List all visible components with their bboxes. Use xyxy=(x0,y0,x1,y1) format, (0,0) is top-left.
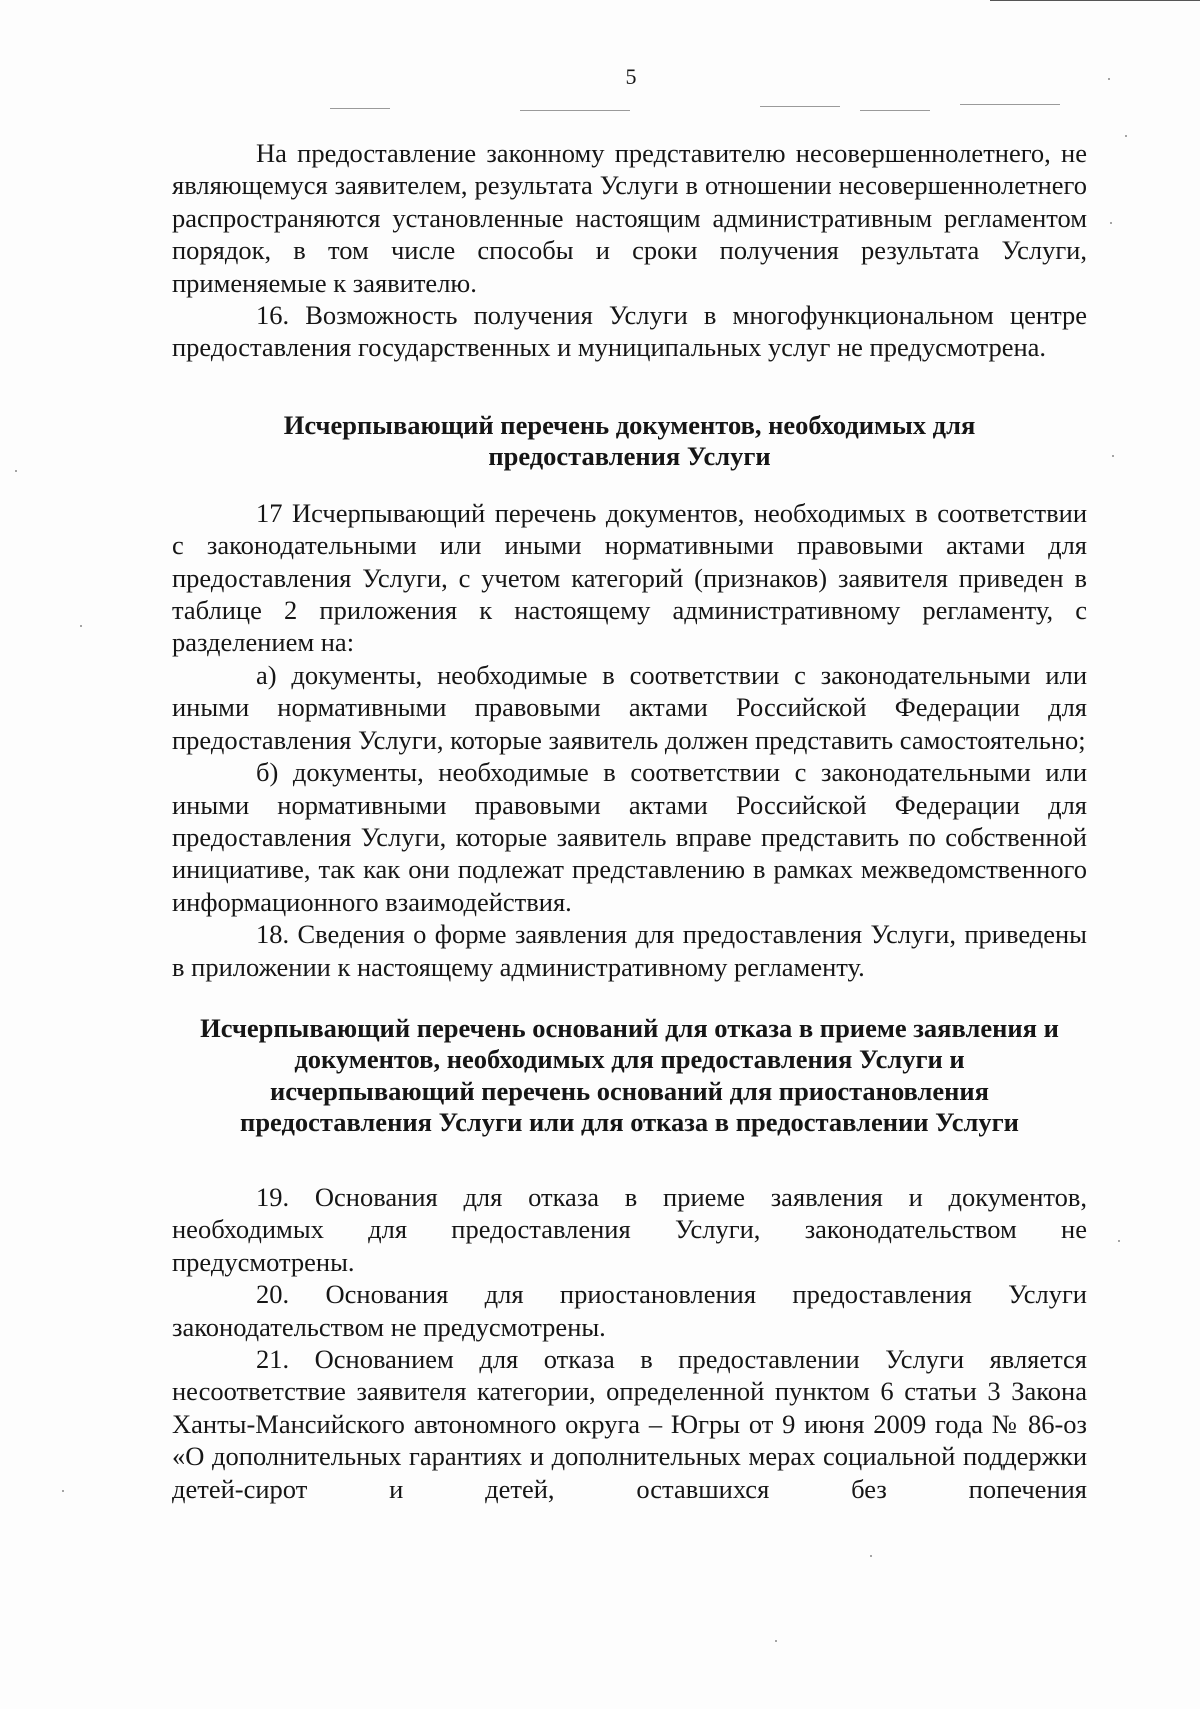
scan-speck xyxy=(1110,222,1112,224)
paragraph-17b: б) документы, необходимые в соответствии с законодательными или иными нормативными правовыми актами Российской Федерации для предоставления Услуги, которые заявитель вправе представить по собственной инициативе, так как они подлежат представлению в рамках межведомственного информационного взаимодействия. xyxy=(172,757,1087,917)
paragraph: На предоставление законному представителю несовершеннолетнего, не являющемуся заявителем, результата Услуги в отношении несовершеннолетнего распространяются установленные настоящим административным регламентом порядок, в том числе способы и сроки получения результата Услуги, применяемые к заявителю. xyxy=(172,138,1087,298)
scan-speck xyxy=(1125,135,1127,137)
scan-noise xyxy=(760,106,840,107)
section-heading: Исчерпывающий перечень документов, необходимых для предоставления Услуги xyxy=(283,409,976,472)
scan-speck xyxy=(62,1490,64,1492)
scan-speck xyxy=(870,1555,872,1557)
paragraph-20: 20. Основания для приостановления предоставления Услуги законодательством не предусмотрены. xyxy=(172,1279,1087,1342)
scan-speck xyxy=(80,625,82,627)
scan-noise xyxy=(330,108,390,109)
paragraph-16: 16. Возможность получения Услуги в многофункциональном центре предоставления государственных и муниципальных услуг не предусмотрена. xyxy=(172,300,1087,363)
paragraph-18: 18. Сведения о форме заявления для предоставления Услуги, приведены в приложении к настоящему административному регламенту. xyxy=(172,919,1087,982)
paragraph-17: 17 Исчерпывающий перечень документов, необходимых в соответствии с законодательными или иными нормативными правовыми актами для предоставления Услуги, с учетом категорий (признаков) заявителя приведен в таблице 2 приложения к настоящему административному регламенту, с разделением на: xyxy=(172,497,1087,658)
scan-speck xyxy=(1112,455,1114,457)
scan-noise xyxy=(860,110,930,111)
scan-speck xyxy=(15,470,17,472)
scan-edge-line xyxy=(990,0,1200,1)
section-heading: Исчерпывающий перечень оснований для отказа в приеме заявления и документов, необходимых для предоставления Услуги и исчерпывающий перечень оснований для приостановления предоставления Услуги или для отказа в предоставлении Услуги xyxy=(200,1012,1059,1138)
scan-noise xyxy=(960,104,1060,105)
paragraph-19: 19. Основания для отказа в приеме заявления и документов, необходимых для предоставления Услуги, законодательством не предусмотрены. xyxy=(172,1181,1087,1277)
page-number: 5 xyxy=(625,64,637,89)
document-body xyxy=(172,137,1087,1505)
scan-speck xyxy=(775,1640,777,1642)
scan-speck xyxy=(1118,1240,1120,1242)
paragraph-21: 21. Основанием для отказа в предоставлении Услуги является несоответствие заявителя категории, определенной пунктом 6 статьи 3 Закона Ханты-Мансийского автономного округа – Югры от 9 июня 2009 года № 86-оз «О дополнительных гарантиях и дополнительных мерах социальной поддержки детей-сирот и детей, оставшихся без попечения xyxy=(172,1343,1087,1504)
paragraph-17a: а) документы, необходимые в соответствии с законодательными или иными нормативными правовыми актами Российской Федерации для предоставления Услуги, которые заявитель должен представить самостоятельно; xyxy=(172,659,1087,755)
scan-noise xyxy=(520,110,630,111)
